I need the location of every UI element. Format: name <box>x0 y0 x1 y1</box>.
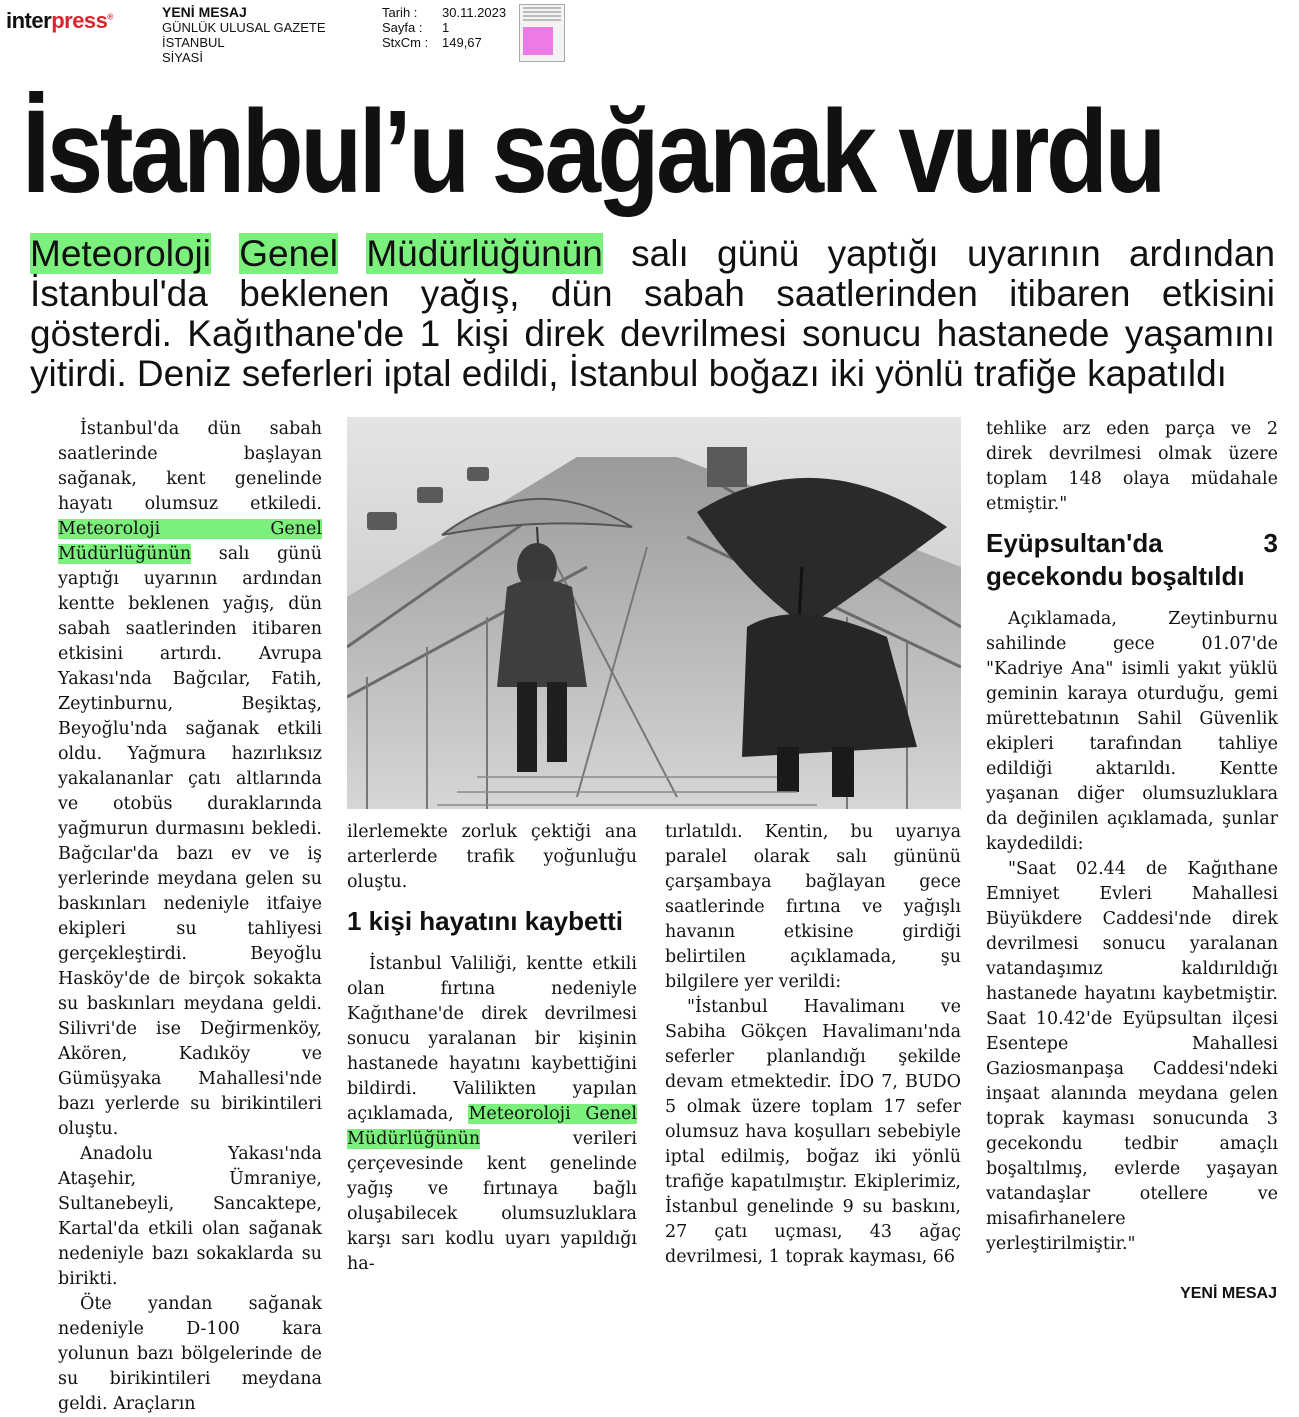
page-value: 1 <box>442 20 450 35</box>
paragraph: Öte yandan sağanak nedeniyle D-100 kara yolunun bazı bölgelerinde de su birikintileri meydana geldi. Araçların <box>58 1294 322 1414</box>
highlight: Müdürlüğünün <box>366 233 603 274</box>
paragraph: Anadolu Yakası'nda Ataşehir, Ümraniye, Sultanebeyli, Sancaktepe, Kartal'da etkili olan sağanak nedeniyle bazı sokaklarda su birikti. <box>58 1144 322 1289</box>
subheading: 1 kişi hayatını kaybetti <box>347 906 624 936</box>
page-label: Sayfa : <box>382 20 423 35</box>
page-thumbnail <box>519 4 565 62</box>
publication-name: YENİ MESAJ <box>162 4 247 20</box>
size-label: StxCm : <box>382 35 429 50</box>
news-photo <box>347 417 961 809</box>
paragraph: tehlike arz eden parça ve 2 direk devrilmesi olmak üzere toplam 148 olaya müdahale etmiştir." <box>986 419 1278 514</box>
size-value: 149,67 <box>442 35 482 50</box>
subheading: Eyüpsultan'da 3 gecekondu boşaltıldı <box>986 528 1278 591</box>
highlight: Müdürlüğünün <box>347 1129 481 1149</box>
article-column-3 <box>665 820 961 1270</box>
publication-city: İSTANBUL <box>162 35 225 50</box>
highlight: Meteoroloji Genel <box>58 519 322 539</box>
highlight: Genel <box>239 233 339 274</box>
highlight: Meteoroloji <box>30 233 211 274</box>
source-signature: YENİ MESAJ <box>1180 1285 1277 1302</box>
publication-type: GÜNLÜK ULUSAL GAZETE <box>162 20 326 35</box>
article-column-1 <box>58 417 322 1417</box>
paragraph: "Saat 02.44 de Kağıthane Emniyet Evleri Mahallesi Büyükdere Caddesi'nde direk devrilmesi sonucu yaralanan vatandaşımız kaldırıldığı hastanede hayatını kaybetmiştir. Saat 10.42'de Eyüpsultan ilçesi Esentepe Mahallesi Gaziosmanpaşa Caddesi'ndeki inşaat alanında meydana gelen toprak kayması sonucunda 3 gecekondu tedbir amaçlı boşaltılmış, evlerde yaşayan vatandaşlar otellere ve misafirhanelere yerleştirilmiştir." <box>986 859 1278 1254</box>
highlight: Müdürlüğünün <box>58 544 192 564</box>
paragraph: ilerlemekte zorluk çektiği ana arterlerde trafik yoğunluğu oluştu. <box>347 822 637 892</box>
date-label: Tarih : <box>382 5 418 20</box>
publication-section: SİYASİ <box>162 50 203 65</box>
paragraph: tırlatıldı. Kentin, bu uyarıya paralel olarak salı gününü çarşambaya bağlayan gece saatlerinde fırtına ve yağışlı havanın etkisine girdiği belirtilen açıklamada, şu bilgilere yer verildi: <box>665 822 961 992</box>
paragraph: "İstanbul Havalimanı ve Sabiha Gökçen Havalimanı'nda seferler planlandığı şekilde devam etmektedir. İDO 7, BUDO 5 olmak üzere toplam 17 sefer olumsuz hava koşulları sebebiyle iptal edilmiş, boğaz iki yönlü trafiğe kapatılmıştır. Ekiplerimiz, İstanbul genelinde 9 su baskını, 27 çatı uçması, 43 ağaç devrilmesi, 1 toprak kayması, 66 <box>665 997 961 1267</box>
date-value: 30.11.2023 <box>442 5 507 20</box>
paragraph: İstanbul Valiliği, kentte etkili olan fırtına nedeniyle Kağıthane'de direk devrilmesi sonucu yaralanan bir kişinin hastanede hayatını kaybettiğini bildirdi. Valilikten yapılan açıklamada, Meteoroloji Genel Müdürlüğünün verileri çerçevesinde kent genelinde yağış ve fırtınaya bağlı oluşabilecek olumsuzluklara karşı sarı kodlu uyarı yapıldığı ha- <box>347 954 637 1274</box>
headline: İstanbul’u sağanak vurdu <box>22 86 1164 218</box>
clipping-metadata <box>382 5 506 50</box>
publication-info <box>162 5 326 65</box>
article-column-4 <box>986 417 1278 1257</box>
clipping-position-marker <box>523 27 553 55</box>
paragraph: Açıklamada, Zeytinburnu sahilinde gece 01.07'de "Kadriye Ana" isimli yakıt yüklü geminin karaya oturduğu, gemi mürettebatının Sahil Güvenlik ekipleri tarafından tahliye edildiği aktarıldı. Kentte yaşanan diğer olumsuzluklara da değinilen açıklamada, şunlar kaydedildi: <box>986 609 1278 854</box>
highlight: Meteoroloji Genel <box>468 1104 637 1124</box>
paragraph: İstanbul'da dün sabah saatlerinde başlayan sağanak, kent genelinde hayatı olumsuz etkiledi. Meteoroloji Genel Müdürlüğünün salı günü yaptığı uyarının ardından kentte beklenen yağış, dün sabah saatlerinden itibaren etkisini artırdı. Avrupa Yakası'nda Bağcılar, Fatih, Zeytinburnu, Beşiktaş, Beyoğlu'nda sağanak etkili oldu. Yağmura hazırlıksız yakalananlar çatı altlarında ve otobüs duraklarında yağmurun durmasını bekledi. Bağcılar'da bazı ev ve iş yerlerinde meydana gelen su baskınları nedeniyle itfaiye ekipleri su tahliyesi gerçekleştirdi. Beyoğlu Hasköy'de de birçok sokakta su baskınları meydana geldi. Silivri'de ise Değirmenköy, Akören, Kadıköy ve Gümüşyaka Mahallesi'nde bazı yerlerde su birikintileri oluştu. <box>58 419 322 1139</box>
article-column-2 <box>347 820 637 1277</box>
lead-paragraph: Meteoroloji Genel Müdürlüğünün salı günü yaptığı uyarının ardından İstanbul'da beklenen yağış, dün sabah saatlerinden itibaren etkisini gösterdi. Kağıthane'de 1 kişi direk devrilmesi sonucu hastanede yaşamını yitirdi. Deniz seferleri iptal edildi, İstanbul boğazı iki yönlü trafiğe kapatıldı <box>30 233 1276 394</box>
interpress-logo: interpress® <box>6 8 113 33</box>
